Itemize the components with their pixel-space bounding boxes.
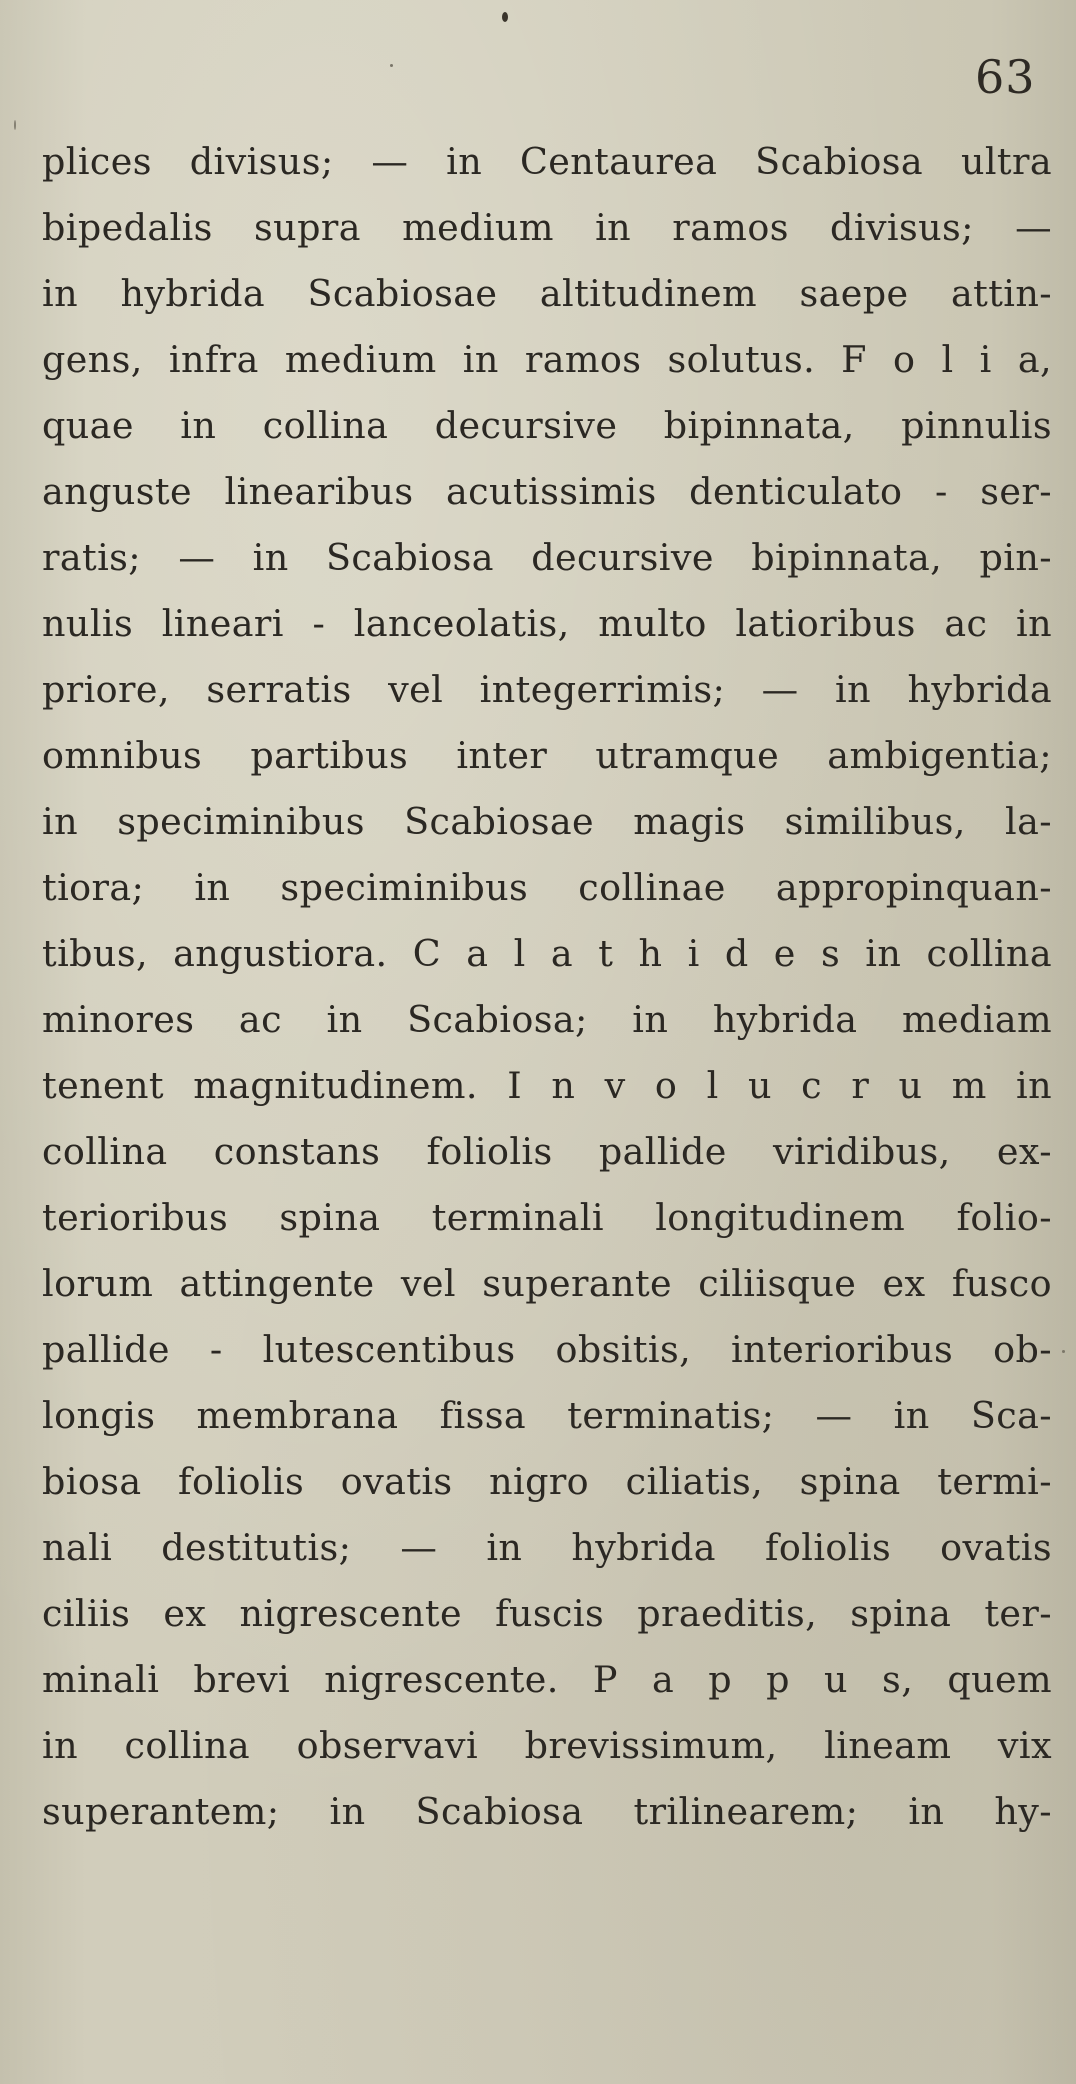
ink-speck <box>14 120 16 130</box>
text-line: omnibus partibus inter utramque ambigentia; <box>42 734 1052 777</box>
text-line: gens, infra medium in ramos solutus. F o l i a, <box>42 338 1052 381</box>
text-line: priore, serratis vel integerrimis; — in hybrida <box>42 668 1052 711</box>
text-line: in hybrida Scabiosae altitudinem saepe attin- <box>42 272 1052 315</box>
text-line: collina constans foliolis pallide viridibus, ex- <box>42 1130 1052 1173</box>
text-line: tenent magnitudinem. I n v o l u c r u m in <box>42 1064 1052 1107</box>
text-line: in collina observavi brevissimum, lineam vix <box>42 1724 1052 1767</box>
text-line: ciliis ex nigrescente fuscis praeditis, spina ter- <box>42 1592 1052 1635</box>
text-line: anguste linearibus acutissimis denticulato - ser- <box>42 470 1052 513</box>
text-line: in speciminibus Scabiosae magis similibus, la- <box>42 800 1052 843</box>
text-line: biosa foliolis ovatis nigro ciliatis, spina termi- <box>42 1460 1052 1503</box>
text-line: nali destitutis; — in hybrida foliolis ovatis <box>42 1526 1052 1569</box>
text-line: ratis; — in Scabiosa decursive bipinnata, pin- <box>42 536 1052 579</box>
text-line: nulis lineari - lanceolatis, multo latioribus ac in <box>42 602 1052 645</box>
ink-speck <box>390 64 393 67</box>
text-line: tiora; in speciminibus collinae appropinquan- <box>42 866 1052 909</box>
text-line: terioribus spina terminali longitudinem folio- <box>42 1196 1052 1239</box>
text-line: minali brevi nigrescente. P a p p u s, quem <box>42 1658 1052 1701</box>
text-line: bipedalis supra medium in ramos divisus; — <box>42 206 1052 249</box>
text-line: pallide - lutescentibus obsitis, interioribus ob- <box>42 1328 1052 1371</box>
ink-speck <box>502 12 508 22</box>
text-line: quae in collina decursive bipinnata, pinnulis <box>42 404 1052 447</box>
ink-speck <box>1062 1350 1065 1353</box>
text-line: longis membrana fissa terminatis; — in Sca- <box>42 1394 1052 1437</box>
text-line: minores ac in Scabiosa; in hybrida mediam <box>42 998 1052 1041</box>
text-line: lorum attingente vel superante ciliisque ex fusco <box>42 1262 1052 1305</box>
text-line: superantem; in Scabiosa trilinearem; in hy- <box>42 1790 1052 1833</box>
page-number: 63 <box>975 50 1036 104</box>
text-line: tibus, angustiora. C a l a t h i d e s in collina <box>42 932 1052 975</box>
text-line: plices divisus; — in Centaurea Scabiosa ultra <box>42 140 1052 183</box>
